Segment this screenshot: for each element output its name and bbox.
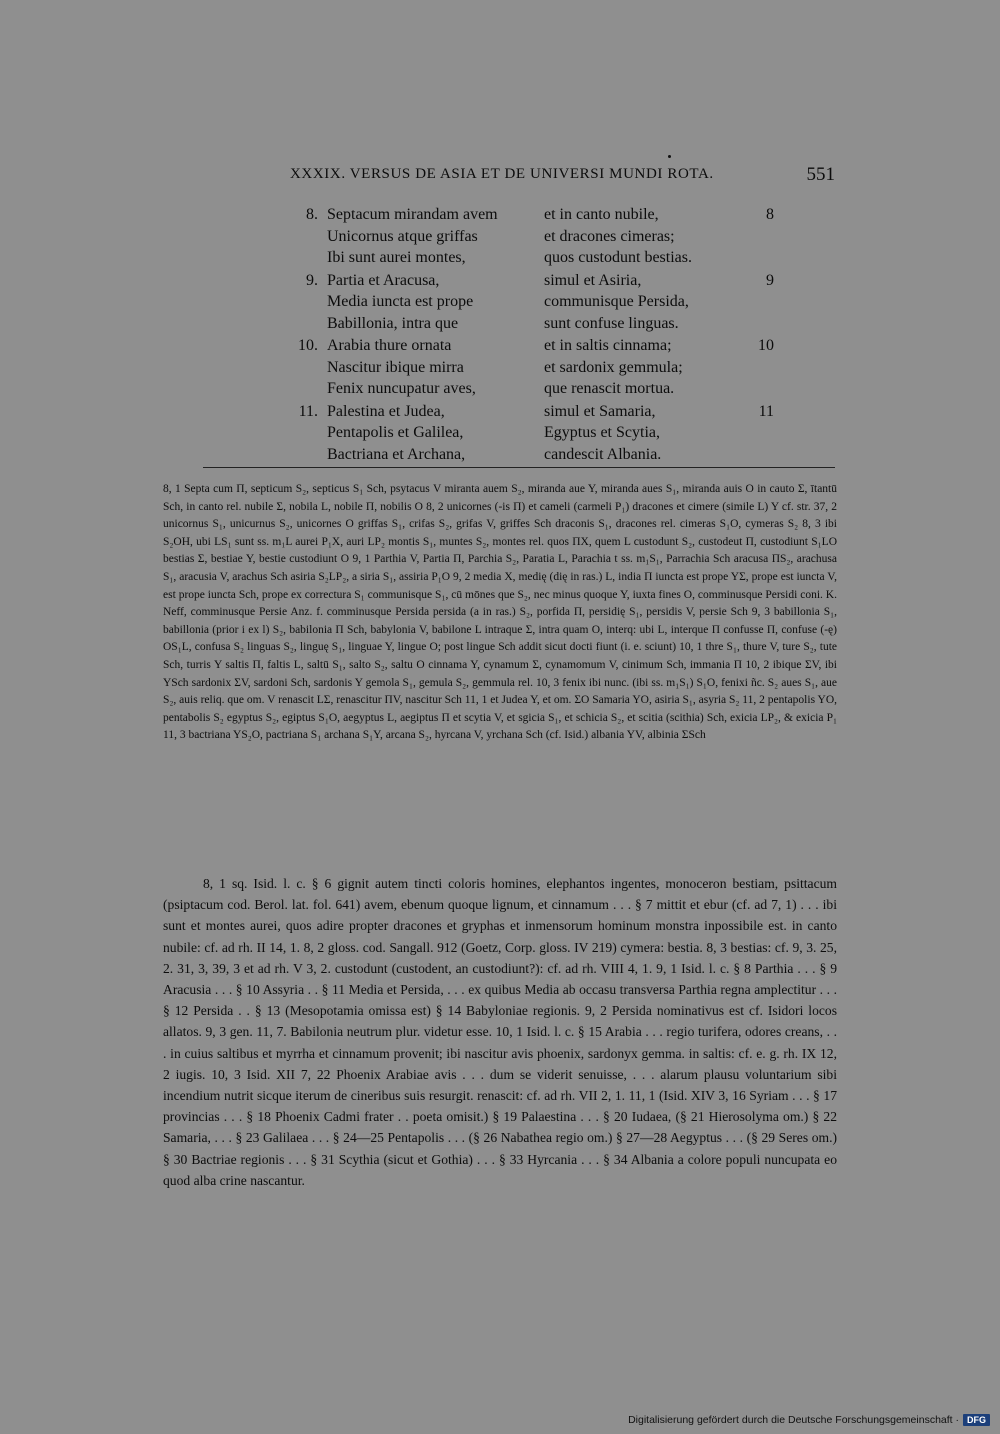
running-head: XXXIX. VERSUS DE ASIA ET DE UNIVERSI MUNDI ROTA. (290, 166, 714, 182)
verse-line: Palestina et Judea, (327, 402, 445, 420)
margin-number: 10 (758, 337, 774, 354)
stanza-8 (0, 204, 1000, 270)
page-number: 551 (806, 164, 835, 185)
verse-line: candescit Albania. (544, 445, 662, 463)
commentary (163, 873, 837, 1191)
apparatus-text: 8, 1 Septa cum Π, septicum S₂, septicus S₁ Sch, psytacus V miranta auem S₂, miranda aue Y, miranda aues S₁, miranda auis O in cauto Σ, ītantū Sch, in canto rel. nubile Σ, nobila L, nobile Π, nobilis O 8, 2 unicornes (-is Π) et cameli (carmeli P₁) dracones et cimere (simile L) Y cf. str. 37, 2 unicornus S₁, unicurnus S₂, unicornes O griffas S₁, crifas S₂, grifas V, griffes Sch draconis S₁, dracones rel. cimeras S₁O, cymeras S₂ 8, 3 ibi S₂OH, ubi LS₁ sunt ss. m₁L aurei P₁X, auri LP₂ montis S₁, muntes S₂, montes rel. quos ΠX, quem L custodunt S₂, custodeut Π, custodiunt S₁LO bestias Σ, bestiae Y, bestie custodiunt O 9, 1 Parthia V, Partia Π, Parchia S₂, Paratia L, Parachia t ss. m₁S₁, Parrachia Sch aracusa ΠS₂, arachusa S₁, aracusia V, arachus Sch asiria S₂LP₂, a siria S₁, assiria P₁O 9, 2 media X, medię (dię in ras.) L, india Π iuncta est prope YΣ, prope est iuncta V, est prope iuncta Sch, prope ex correctura S₁ communisque S₁, cū mōnes que S₂, nec minus quoque Y, iuxta fines O, comminusque Persidi coni. K. Neff, comminusque Persie Anz. f. comminusque Persida persida (a in ras.) S₂, porfida Π, persidię S₁, persidis V, persie Sch 9, 3 babillonia S₁, babillonia (prior i ex l) S₂, babilonia Π Sch, babylonia V, babilone L intraque Σ, intra quam O, interq: ubi L, interque Π confusse Π, confuse (-ę) OS₁L, confusa S₂ linguas S₂, linguę S₁, linguae Y, lingue O; post lingue Sch addit sicut docti fiunt (i. e. sciunt) 10, 1 thre S₁, thure V, ture S₂, tute Sch, turris Y saltis Π, faltis L, saltū S₁, salto S₂, saltu O cinnama Y, cynamum Σ, cynamomum V, cinimum Sch, immania Π 10, 2 ibique ΣV, ibi YSch sardonix ΣV, sardoni Sch, sardonis Y gemola S₁, gemula S₂, gemmula rel. 10, 3 fenix ibi nunc. (ibi ss. m₁S₁) S₁O, fenixi ñc. S₂ aues S₁, aue S₂, auis reliq. que om. V renascit LΣ, renascitur ΠV, nascitur Sch 11, 1 et Judea Y, et om. ΣO Samaria YO, asiria S₁, asyria S₂ 11, 2 pentapolis YO, pentabolis S₂ egyptus S₂, egiptus S₁O, aegyptus L, aegiptus Π et scytia V, et sgicia S₁, et schicia S₂, et scitia (scithia) Sch, exicia LP₂, & exicia P₁ 11, 3 bactriana YS₂O, pactriana S₁ archana S₁Y, arcana S₂, hyrcana V, yrchana Sch (cf. Isid.) albania YV, albinia ΣSch (163, 483, 837, 742)
footer-text: Digitalisierung gefördert durch die Deutsche Forschungsgemeinschaft · (628, 1414, 959, 1426)
stanza-number: 9. (306, 271, 318, 289)
verse-line: Nascitur ibique mirra (327, 358, 464, 376)
stanza-number: 8. (306, 206, 318, 223)
verse-line: et sardonix gemmula; (544, 358, 683, 376)
stanza-11 (0, 401, 1000, 467)
verse-line: Pentapolis et Galilea, (327, 424, 464, 441)
verse-line: Septacum mirandam avem (327, 206, 498, 223)
page-header (0, 166, 1000, 190)
stanza-number: 10. (298, 337, 318, 354)
verse-line: Egyptus et Scytia, (544, 424, 660, 441)
verse-line: quos custodunt bestias. (544, 249, 692, 266)
verse-line: communisque Persida, (544, 293, 689, 310)
verse-line: Bactriana et Archana, (327, 445, 466, 463)
stanza-10 (0, 335, 1000, 401)
dfg-logo-icon: DFG (963, 1414, 990, 1426)
stanza-number: 11. (298, 402, 318, 420)
verse-line: Arabia thure ornata (327, 337, 452, 354)
poem-block (0, 204, 1000, 466)
verse-line: et in saltis cinnama; (544, 337, 672, 354)
verse-line: et dracones cimeras; (544, 227, 675, 245)
verse-line: Media iuncta est prope (327, 293, 474, 310)
digitization-footer (628, 1414, 990, 1426)
stanza-9 (0, 270, 1000, 336)
verse-line: simul et Samaria, (544, 402, 656, 420)
page-speck (668, 155, 671, 158)
verse-line: Unicornus atque griffas (327, 227, 478, 245)
verse-line: Babillonia, intra que (327, 314, 459, 332)
verse-line: Ibi sunt aurei montes, (327, 249, 466, 266)
critical-apparatus (163, 481, 837, 745)
commentary-text: 8, 1 sq. Isid. l. c. § 6 gignit autem tincti coloris homines, elephantos ingentes, monoceron bestiam, psittacum (psiptacum cod. Berol. lat. fol. 641) avem, ebenum quoque lignum, et cinnamum . . . § 7 mittit et ebur (cf. ad 7, 1) . . . ibi sunt et montes aurei, quos adire propter dracones et gryphas et inmensorum hominum monstra inpossibile est. in canto nubile: cf. ad rh. II 14, 1. 8, 2 gloss. cod. Sangall. 912 (Goetz, Corp. gloss. IV 219) cymera: bestia. 8, 3 bestias: cf. 9, 3. 25, 2. 31, 3, 39, 3 et ad rh. V 3, 2. custodunt (custodent, an custodiunt?): cf. ad rh. VIII 4, 1. 9, 1 Isid. l. c. § 8 Parthia . . . § 9 Aracusia . . . § 10 Assyria . . § 11 Media et Persida, . . . ex quibus Media ab occasu transversa Parthia regna amplectitur . . . § 12 Persida . . § 13 (Mesopotamia omissa est) § 14 Babyloniae regionis. 9, 2 Persida nominativus est cf. Isidori locos allatos. 9, 3 gen. 11, 7. Babilonia neutrum plur. videtur esse. 10, 1 Isid. l. c. § 15 Arabia . . . regio turifera, odores creans, . . . in cuius saltibus et myrrha et cinnamum provenit; ibi nascitur avis phoenix, sardonyx gemma. in saltis: cf. e. g. rh. IX 12, 2 iugis. 10, 3 Isid. XII 7, 22 Phoenix Arabiae avis . . . dum se viderit senuisse, . . . alarum plausu voluntarium sibi incendium nutrit sicque iterum de cineribus suis resurgit. renascit: cf. ad rh. VII 2, 1. 11, 1 (Isid. XIV 3, 16 Syriam . . . § 17 provincias . . . § 18 Phoenix Cadmi frater . . poeta omisit.) § 19 Palaestina . . . § 20 Iudaea, (§ 21 Hierosolyma om.) § 22 Samaria, . . . § 23 Galilaea . . . § 24—25 Pentapolis . . . (§ 26 Nabathea regio om.) § 27—28 Aegyptus . . . (§ 29 Seres om.) § 30 Bactriae regionis . . . § 31 Scythia (sicut et Gothia) . . . § 33 Hyrcania . . . § 34 Albania a colore populi nuncupata eo quod alba crine nascantur. (163, 876, 837, 1188)
margin-number: 9 (766, 271, 774, 289)
verse-line: simul et Asiria, (544, 271, 642, 289)
verse-line: sunt confuse linguas. (544, 314, 679, 332)
margin-number: 8 (766, 206, 774, 223)
apparatus-divider (203, 467, 835, 468)
verse-line: Fenix nuncupatur aves, (327, 380, 476, 397)
verse-line: et in canto nubile, (544, 206, 659, 223)
verse-line: que renascit mortua. (544, 380, 675, 397)
verse-line: Partia et Aracusa, (327, 271, 440, 289)
margin-number: 11 (758, 402, 774, 420)
